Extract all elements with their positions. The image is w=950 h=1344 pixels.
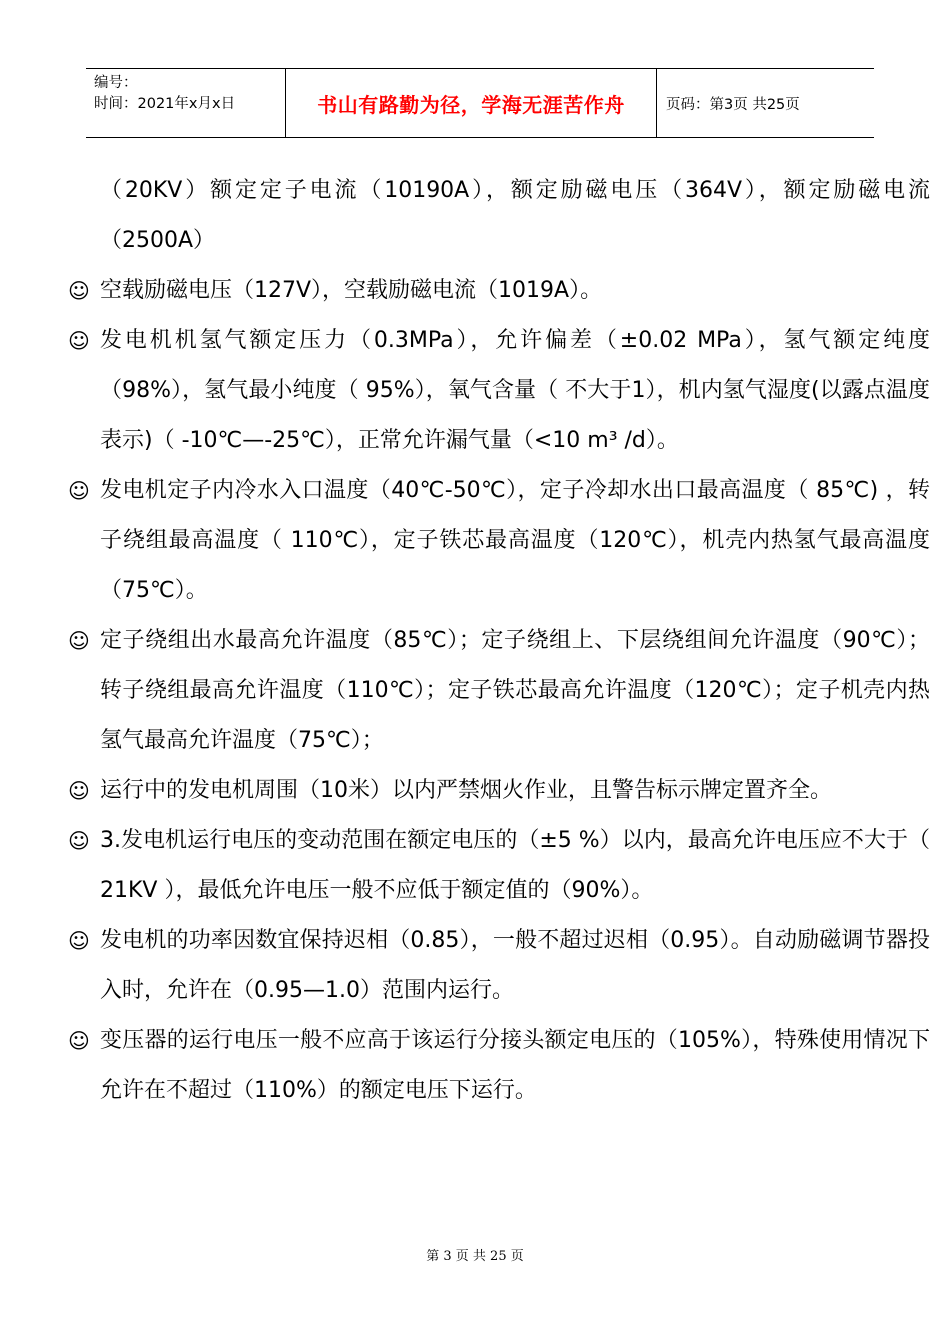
paragraph-text: 3.发电机运行电压的变动范围在额定电压的（±5 %）以内，最高允许电压应不大于（ 21KV ），最低允许电压一般不应低于额定值的（90%）。 bbox=[100, 828, 930, 903]
page-footer: 第 3 页 共 25 页 bbox=[426, 1249, 524, 1264]
header-left-cell bbox=[86, 69, 285, 137]
motto: 书山有路勤为径，学海无涯苦作舟 bbox=[285, 69, 657, 137]
paragraph-2 bbox=[68, 316, 930, 466]
paragraph-text: 变压器的运行电压一般不应高于该运行分接头额定电压的（105%），特殊使用情况下允许在不超过（110%）的额定电压下运行。 bbox=[100, 1028, 930, 1103]
smiley-icon: ☺ bbox=[68, 929, 90, 953]
paragraph-text: 空载励磁电压（127V），空载励磁电流（1019A）。 bbox=[100, 278, 603, 303]
paragraph-0 bbox=[68, 166, 930, 266]
smiley-icon: ☺ bbox=[68, 479, 90, 503]
smiley-icon: ☺ bbox=[68, 829, 90, 853]
paragraph-5 bbox=[68, 766, 930, 816]
time-label: 时间：2021年x月x日 bbox=[94, 96, 236, 112]
paragraph-3 bbox=[68, 466, 930, 616]
paragraph-text: （20KV）额定定子电流（10190A），额定励磁电压（364V），额定励磁电流（2500A） bbox=[100, 178, 930, 253]
smiley-icon: ☺ bbox=[68, 779, 90, 803]
document-body bbox=[68, 166, 930, 1116]
paragraph-1 bbox=[68, 266, 930, 316]
smiley-icon: ☺ bbox=[68, 1029, 90, 1053]
paragraph-text: 发电机的功率因数宜保持迟相（0.85），一般不超过迟相（0.95）。自动励磁调节器投入时，允许在（0.95—1.0）范围内运行。 bbox=[100, 928, 930, 1003]
paragraph-6 bbox=[68, 816, 930, 916]
paragraph-8 bbox=[68, 1016, 930, 1116]
paragraph-7 bbox=[68, 916, 930, 1016]
number-label: 编号： bbox=[94, 75, 138, 91]
paragraph-text: 运行中的发电机周围（10米）以内严禁烟火作业，且警告标示牌定置齐全。 bbox=[100, 778, 832, 803]
page-info: 页码：第3页 共25页 bbox=[666, 96, 800, 113]
paragraph-4 bbox=[68, 616, 930, 766]
paragraph-text: 发电机定子内冷水入口温度（40℃-50℃），定子冷却水出口最高温度（ 85℃) ，转子绕组最高温度（ 110℃），定子铁芯最高温度（120℃），机壳内热氢气最高温度（75℃）。 bbox=[100, 478, 930, 603]
smiley-icon: ☺ bbox=[68, 629, 90, 653]
paragraph-text: 定子绕组出水最高允许温度（85℃）；定子绕组上、下层绕组间允许温度（90℃）；转子绕组最高允许温度（110℃）；定子铁芯最高允许温度（120℃）；定子机壳内热氢气最高允许温度（75℃）； bbox=[100, 628, 930, 753]
smiley-icon: ☺ bbox=[68, 329, 90, 353]
paragraph-text: 发电机机氢气额定压力（0.3MPa），允许偏差（±0.02 MPa），氢气额定纯度（98%），氢气最小纯度（ 95%），氧气含量（ 不大于1），机内氢气湿度(以露点温度表示)（ -10℃—-25℃），正常允许漏气量（<10 m³ /d）。 bbox=[100, 328, 930, 453]
header-table bbox=[86, 68, 874, 138]
smiley-icon: ☺ bbox=[68, 279, 90, 303]
